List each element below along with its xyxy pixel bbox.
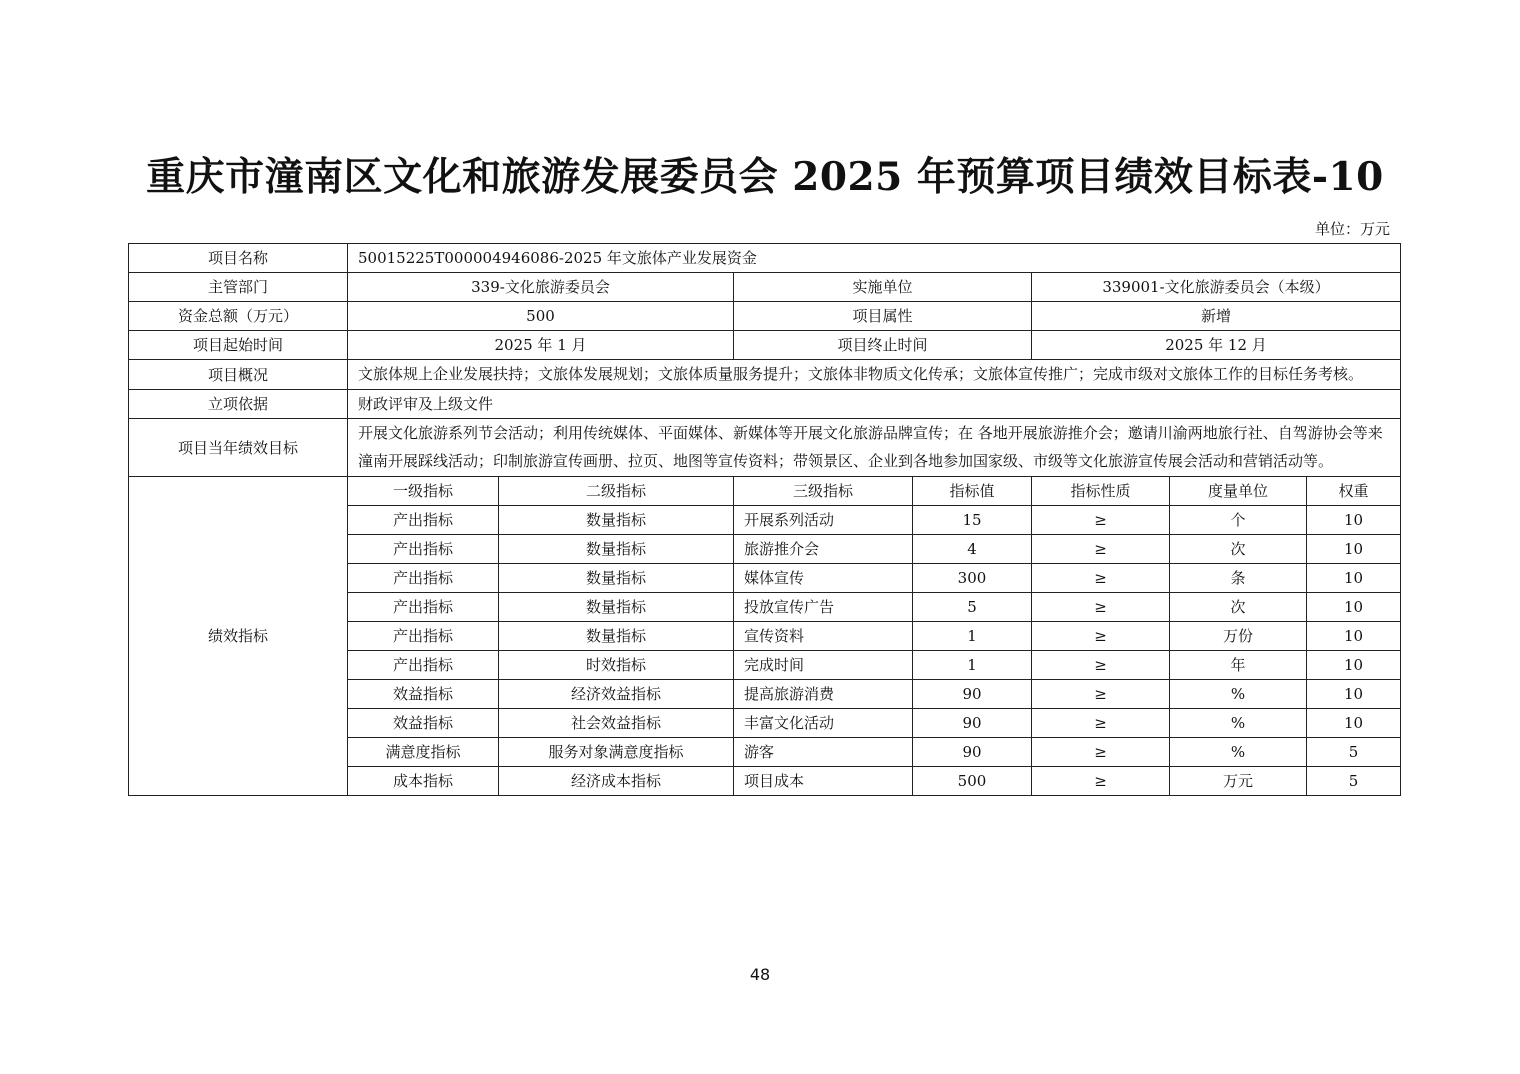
header-weight: 权重 — [1307, 477, 1401, 506]
weight-cell: 10 — [1307, 651, 1401, 680]
nature-cell: ≥ — [1032, 593, 1170, 622]
header-level2: 二级指标 — [499, 477, 734, 506]
page-title: 重庆市潼南区文化和旅游发展委员会 2025 年预算项目绩效目标表-10 — [146, 154, 1384, 200]
unit-cell: 个 — [1170, 506, 1307, 535]
weight-cell: 10 — [1307, 564, 1401, 593]
start-label: 项目起始时间 — [129, 331, 348, 360]
weight-cell: 10 — [1307, 709, 1401, 738]
row-goal — [129, 419, 1401, 477]
value-cell: 4 — [913, 535, 1032, 564]
nature-cell: ≥ — [1032, 767, 1170, 796]
unit-cell: % — [1170, 680, 1307, 709]
level1-cell: 产出指标 — [348, 506, 499, 535]
impl-label: 实施单位 — [734, 273, 1032, 302]
performance-table — [128, 243, 1401, 796]
unit-cell: 条 — [1170, 564, 1307, 593]
level3-cell: 宣传资料 — [734, 622, 913, 651]
level2-cell: 数量指标 — [499, 593, 734, 622]
level2-cell: 经济效益指标 — [499, 680, 734, 709]
weight-cell: 5 — [1307, 738, 1401, 767]
fund-value: 500 — [348, 302, 734, 331]
unit-cell: 年 — [1170, 651, 1307, 680]
fund-label: 资金总额（万元） — [129, 302, 348, 331]
unit-cell: 次 — [1170, 593, 1307, 622]
attr-label: 项目属性 — [734, 302, 1032, 331]
value-cell: 300 — [913, 564, 1032, 593]
row-fund — [129, 302, 1401, 331]
unit-cell: % — [1170, 709, 1307, 738]
value-cell: 1 — [913, 622, 1032, 651]
value-cell: 500 — [913, 767, 1032, 796]
level1-cell: 成本指标 — [348, 767, 499, 796]
row-period — [129, 331, 1401, 360]
unit-cell: % — [1170, 738, 1307, 767]
level3-cell: 投放宣传广告 — [734, 593, 913, 622]
indicator-header-row — [129, 477, 1401, 506]
header-level3: 三级指标 — [734, 477, 913, 506]
project-name-label: 项目名称 — [129, 244, 348, 273]
level1-cell: 效益指标 — [348, 709, 499, 738]
value-cell: 90 — [913, 709, 1032, 738]
level1-cell: 产出指标 — [348, 593, 499, 622]
nature-cell: ≥ — [1032, 651, 1170, 680]
attr-value: 新增 — [1032, 302, 1401, 331]
impl-value: 339001-文化旅游委员会（本级） — [1032, 273, 1401, 302]
level3-cell: 媒体宣传 — [734, 564, 913, 593]
row-project-name — [129, 244, 1401, 273]
nature-cell: ≥ — [1032, 680, 1170, 709]
page-number: 48 — [749, 965, 771, 984]
nature-cell: ≥ — [1032, 738, 1170, 767]
weight-cell: 10 — [1307, 680, 1401, 709]
level3-cell: 丰富文化活动 — [734, 709, 913, 738]
nature-cell: ≥ — [1032, 506, 1170, 535]
header-unit: 度量单位 — [1170, 477, 1307, 506]
weight-cell: 10 — [1307, 593, 1401, 622]
end-value: 2025 年 12 月 — [1032, 331, 1401, 360]
goal-value: 开展文化旅游系列节会活动；利用传统媒体、平面媒体、新媒体等开展文化旅游品牌宣传；在 各地开展旅游推介会；邀请川渝两地旅行社、自驾游协会等来潼南开展踩线活动；印制旅游宣传画册、拉页、地图等宣传资料；带领景区、企业到各地参加国家级、市级等文化旅游宣传展会活动和营销活动等。 — [348, 419, 1401, 477]
unit-cell: 次 — [1170, 535, 1307, 564]
header-value: 指标值 — [913, 477, 1032, 506]
nature-cell: ≥ — [1032, 535, 1170, 564]
level2-cell: 数量指标 — [499, 535, 734, 564]
start-value: 2025 年 1 月 — [348, 331, 734, 360]
end-label: 项目终止时间 — [734, 331, 1032, 360]
level3-cell: 旅游推介会 — [734, 535, 913, 564]
level2-cell: 数量指标 — [499, 564, 734, 593]
header-nature: 指标性质 — [1032, 477, 1170, 506]
row-department — [129, 273, 1401, 302]
value-cell: 90 — [913, 738, 1032, 767]
value-cell: 15 — [913, 506, 1032, 535]
level3-cell: 游客 — [734, 738, 913, 767]
value-cell: 1 — [913, 651, 1032, 680]
level3-cell: 开展系列活动 — [734, 506, 913, 535]
level1-cell: 产出指标 — [348, 622, 499, 651]
weight-cell: 10 — [1307, 535, 1401, 564]
level2-cell: 时效指标 — [499, 651, 734, 680]
row-basis — [129, 390, 1401, 419]
level3-cell: 完成时间 — [734, 651, 913, 680]
row-overview — [129, 360, 1401, 390]
level3-cell: 项目成本 — [734, 767, 913, 796]
level1-cell: 产出指标 — [348, 535, 499, 564]
level2-cell: 服务对象满意度指标 — [499, 738, 734, 767]
level2-cell: 数量指标 — [499, 506, 734, 535]
unit-cell: 万元 — [1170, 767, 1307, 796]
value-cell: 90 — [913, 680, 1032, 709]
project-name-value: 50015225T000004946086-2025 年文旅体产业发展资金 — [348, 244, 1401, 273]
value-cell: 5 — [913, 593, 1032, 622]
weight-cell: 10 — [1307, 506, 1401, 535]
dept-value: 339-文化旅游委员会 — [348, 273, 734, 302]
level2-cell: 经济成本指标 — [499, 767, 734, 796]
level1-cell: 满意度指标 — [348, 738, 499, 767]
level1-cell: 产出指标 — [348, 564, 499, 593]
goal-label: 项目当年绩效目标 — [129, 419, 348, 477]
nature-cell: ≥ — [1032, 564, 1170, 593]
weight-cell: 10 — [1307, 622, 1401, 651]
level1-cell: 效益指标 — [348, 680, 499, 709]
nature-cell: ≥ — [1032, 709, 1170, 738]
unit-cell: 万份 — [1170, 622, 1307, 651]
weight-cell: 5 — [1307, 767, 1401, 796]
header-level1: 一级指标 — [348, 477, 499, 506]
basis-value: 财政评审及上级文件 — [348, 390, 1401, 419]
basis-label: 立项依据 — [129, 390, 348, 419]
nature-cell: ≥ — [1032, 622, 1170, 651]
level2-cell: 数量指标 — [499, 622, 734, 651]
indicators-section-label: 绩效指标 — [129, 477, 348, 796]
dept-label: 主管部门 — [129, 273, 348, 302]
level3-cell: 提高旅游消费 — [734, 680, 913, 709]
overview-value: 文旅体规上企业发展扶持；文旅体发展规划；文旅体质量服务提升；文旅体非物质文化传承；文旅体宣传推广；完成市级对文旅体工作的目标任务考核。 — [348, 360, 1401, 390]
unit-label: 单位：万元 — [1314, 220, 1390, 238]
overview-label: 项目概况 — [129, 360, 348, 390]
level2-cell: 社会效益指标 — [499, 709, 734, 738]
level1-cell: 产出指标 — [348, 651, 499, 680]
